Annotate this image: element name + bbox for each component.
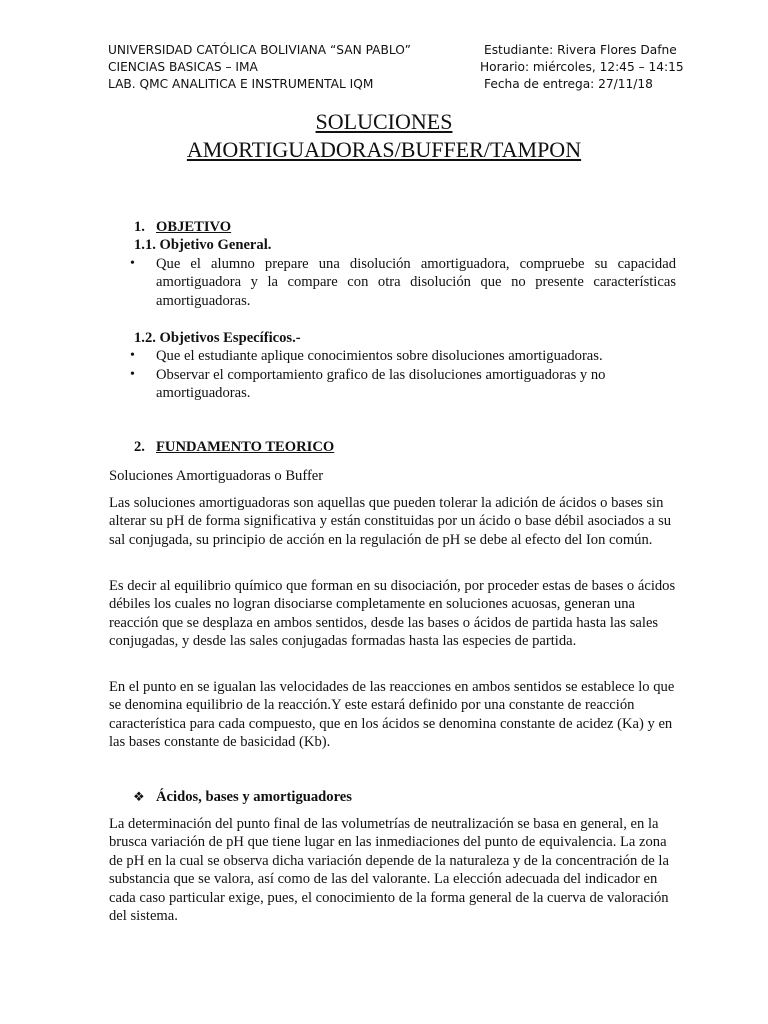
section-1-number: 1. [134,219,145,235]
round-bullet-icon: • [130,256,135,271]
body-paragraph: En el punto en se igualan las velocidades de las reacciones en ambos sentidos se establece lo que se denomina equilibrio de la reacción.Y este estará definido por una constante de reacción característica para cada compuesto, que en los ácidos se denomina constante de acidez (Ka) y en las bases constante de basicidad (Kb). [109,679,675,751]
document-title-line-1: SOLUCIONES [315,109,453,134]
section-2-heading: FUNDAMENTO TEORICO [156,439,335,455]
header-schedule: Horario: miércoles, 12:45 – 14:15 [480,60,684,74]
section-1-heading: OBJETIVO [156,219,232,235]
header-lab: LAB. QMC ANALITICA E INSTRUMENTAL IQM [108,77,374,91]
objective-general-heading: 1.1. Objetivo General. [134,237,272,253]
objective-general-text: Que el alumno prepare una disolución amortiguadora, compruebe su capacidad amortiguadora y la compare con otra disolución que no presente características amortiguadoras. [156,256,676,309]
objective-specific-item: Observar el comportamiento grafico de las disoluciones amortiguadoras y no amortiguadoras. [156,367,606,402]
header-due-date: Fecha de entrega: 27/11/18 [484,77,653,91]
diamond-bullet-icon: ❖ [133,789,145,804]
objective-specific-heading: 1.2. Objetivos Específicos.- [134,330,301,346]
section-2-subtitle: Soluciones Amortiguadoras o Buffer [109,468,324,484]
sub-heading-acids-bases: Ácidos, bases y amortiguadores [156,789,352,805]
section-2-number: 2. [134,439,145,455]
round-bullet-icon: • [130,367,135,382]
header-department: CIENCIAS BASICAS – IMA [108,60,258,74]
body-paragraph: Es decir al equilibrio químico que forman en su disociación, por proceder estas de bases o ácidos débiles los cuales no logran disociarse completamente en soluciones acuosas, generan una reacción que se desplaza en ambos sentidos, desde las bases o ácidos de partida hasta las sales conjugadas, y desde las sales conjugadas formadas hasta las especies de partida. [109,578,676,650]
header-university: UNIVERSIDAD CATÓLICA BOLIVIANA “SAN PABLO” [108,43,411,57]
document-title-line-2: AMORTIGUADORAS/BUFFER/TAMPON [186,137,582,162]
body-paragraph: Las soluciones amortiguadoras son aquellas que pueden tolerar la adición de ácidos o bases sin alterar su pH de forma significativa y están constituidas por un ácido o base débil asociados a su sal conjugada, su principio de acción en la regulación de pH se debe al efecto del Ion común. [109,495,672,548]
objective-specific-item: Que el estudiante aplique conocimientos sobre disoluciones amortiguadoras. [156,348,603,364]
round-bullet-icon: • [130,348,135,363]
body-paragraph-final: La determinación del punto final de las volumetrías de neutralización se basa en general, en la brusca variación de pH que tiene lugar en las inmediaciones del punto de equivalencia. La zona de pH en la cual se observa dicha variación depende de la naturaleza y de la concentración de la substancia que se valora, así como de las del valorante. La elección adecuada del indicador en cada caso particular exige, pues, el conocimiento de la forma general de la cuerva de valoración del sistema. [109,816,669,925]
header-student: Estudiante: Rivera Flores Dafne [484,43,677,57]
